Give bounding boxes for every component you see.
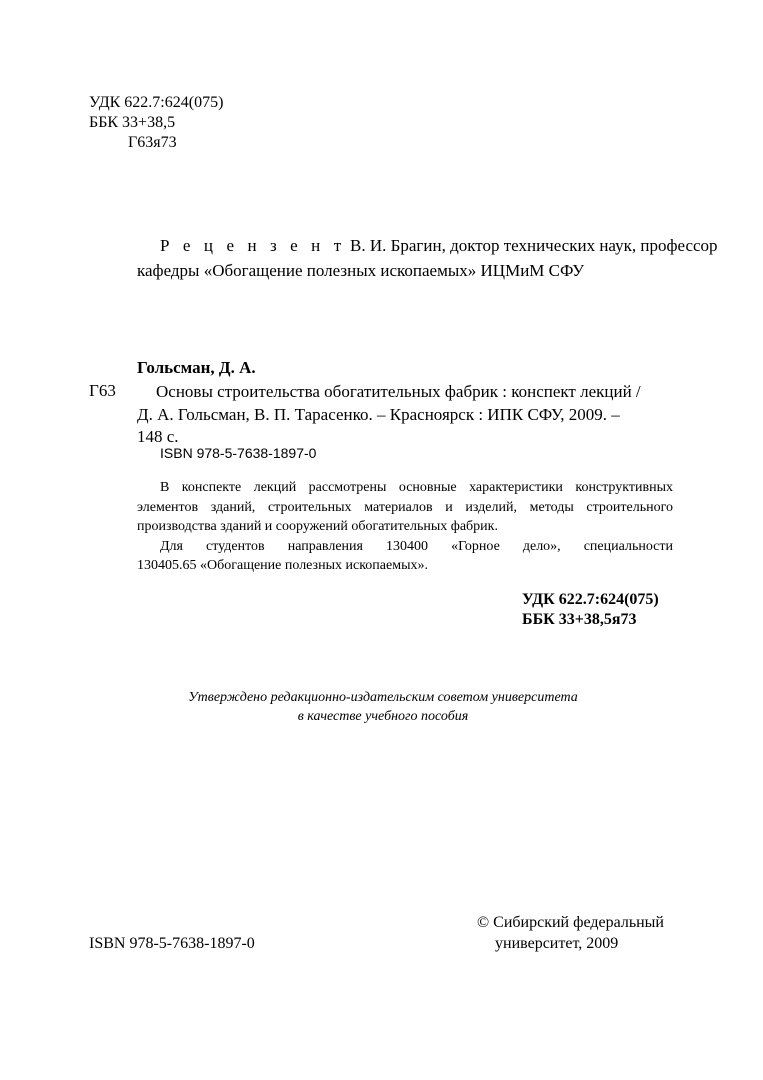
copyright-line-2: университет, 2009 — [495, 935, 619, 952]
reviewer-line-1 — [137, 233, 718, 258]
card-description — [137, 381, 641, 449]
approval-line-2: в качестве учебного пособия — [297, 709, 469, 724]
annotation-p1-line-2: элементов зданий, строительных материалов и изделий, методы строительного — [137, 499, 673, 515]
card-title-line-2: Д. А. Гольсман, В. П. Тарасенко. – Красноярск : ИПК СФУ, 2009. – — [137, 404, 620, 424]
footer-isbn: ISBN 978-5-7638-1897-0 — [89, 935, 255, 952]
udk-code: УДК 622.7:624(075) — [89, 94, 224, 111]
udk-code-bold: УДК 622.7:624(075) — [522, 591, 659, 608]
annotation — [137, 478, 673, 576]
annotation-p1-line-1: В конспекте лекций рассмотрены основные характеристики конструктивных — [160, 480, 673, 495]
author-mark-code: Г63я73 — [128, 134, 177, 151]
reviewer-label: Р е ц е н з е н т — [160, 236, 346, 255]
annotation-p1-line-3: производства зданий и сооружений обогатительных фабрик. — [137, 519, 498, 534]
card-title-line-3: 148 с. — [137, 427, 179, 446]
card-code: Г63 — [89, 381, 116, 400]
card-isbn: ISBN 978-5-7638-1897-0 — [160, 445, 317, 461]
approval-note — [160, 688, 606, 726]
copyright-block — [477, 912, 664, 954]
approval-line-1: Утверждено редакционно-издательским советом университета — [188, 690, 578, 705]
classification-bold-block — [522, 590, 659, 630]
bbk-code: ББК 33+38,5 — [89, 114, 176, 131]
card-title-line-1: Основы строительства обогатительных фабрик : конспект лекций / — [156, 382, 641, 401]
bbk-code-bold: ББК 33+38,5я73 — [522, 611, 637, 628]
classification-block — [89, 93, 223, 153]
annotation-p2-line-2: 130405.65 «Обогащение полезных ископаемых». — [137, 558, 428, 573]
copyright-line-1: © Сибирский федеральный — [477, 914, 664, 931]
annotation-p2-line-1: Для студентов направления 130400 «Горное дело», специальности — [160, 538, 673, 554]
card-author: Гольсман, Д. А. — [137, 358, 256, 377]
reviewer-block — [137, 233, 718, 283]
reviewer-line-2: кафедры «Обогащение полезных ископаемых» ИЦМиМ СФУ — [137, 261, 585, 280]
reviewer-name: В. И. Брагин, доктор технических наук, профессор — [345, 236, 718, 255]
